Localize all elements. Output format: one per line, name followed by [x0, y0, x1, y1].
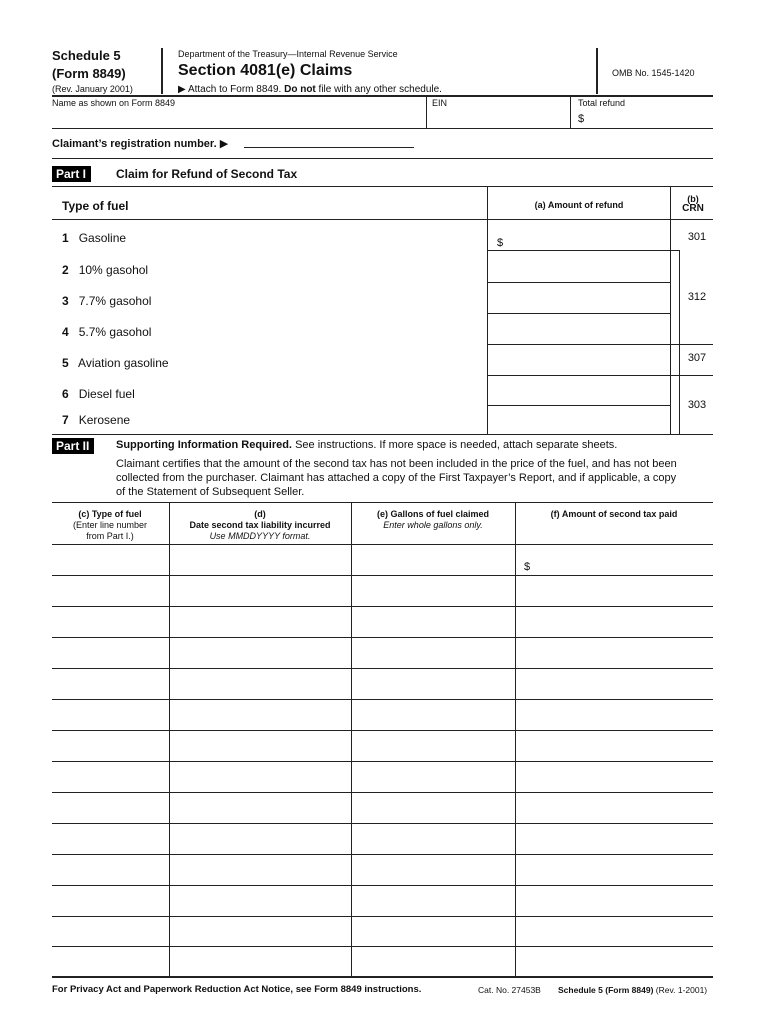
total-refund-field[interactable]: [588, 110, 712, 126]
part1-title: Claim for Refund of Second Tax: [116, 167, 298, 181]
line-2: 2 10% gasohol: [62, 263, 149, 277]
part2-row-1-gallons[interactable]: [353, 546, 513, 574]
col-d-date: (d) Date second tax liability incurred Use MMDDYYYY format.: [189, 509, 331, 541]
form-title: Section 4081(e) Claims: [178, 62, 353, 79]
total-refund-label: Total refund: [578, 98, 626, 108]
crn-307: 307: [687, 352, 707, 364]
col-type-of-fuel: Type of fuel: [62, 199, 129, 213]
form-number: (Form 8849): [52, 66, 126, 81]
schedule-number: Schedule 5: [52, 48, 121, 63]
col-c-type-of-fuel: (c) Type of fuel (Enter line number from Part I.): [72, 509, 148, 541]
line-6-amount-field[interactable]: [490, 377, 668, 404]
line-2-amount-field[interactable]: [490, 252, 668, 281]
line-5: 5 Aviation gasoline: [62, 356, 169, 370]
attach-instruction: ▶ Attach to Form 8849. Do not file with any other schedule.: [178, 84, 442, 95]
name-field[interactable]: [52, 110, 424, 126]
part2-row-1-date[interactable]: [171, 546, 349, 574]
part2-row-1-amount[interactable]: [534, 546, 712, 574]
part2-certification: Claimant certifies that the amount of the second tax has not been included in the price of the fuel, and has not been collected from the purchaser. Claimant has attached a copy of the First Taxpayer’s Report, and if applicable, a copy of the Statement of Subsequent Seller.: [116, 458, 677, 498]
part2-title: Supporting Information Required. See instructions. If more space is needed, attach separate sheets.: [116, 439, 618, 451]
total-refund-dollar: $: [578, 113, 585, 125]
col-amount-of-refund: (a) Amount of refund: [534, 200, 624, 210]
crn-303: 303: [687, 399, 707, 411]
ein-field[interactable]: [432, 110, 568, 126]
crn-312: 312: [687, 291, 707, 303]
line-4-amount-field[interactable]: [490, 315, 668, 343]
line-6: 6 Diesel fuel: [62, 387, 135, 401]
registration-label: Claimant’s registration number. ▶: [52, 138, 229, 150]
line-1-amount-field[interactable]: [510, 226, 666, 250]
department-label: Department of the Treasury—Internal Revenue Service: [178, 49, 398, 59]
line-5-amount-field[interactable]: [490, 346, 668, 374]
footer-form-id: Schedule 5 (Form 8849) (Rev. 1-2001): [558, 985, 708, 995]
line-1-dollar: $: [497, 237, 504, 249]
line-3-amount-field[interactable]: [490, 284, 668, 312]
line-3: 3 7.7% gasohol: [62, 294, 152, 308]
col-e-gallons: (e) Gallons of fuel claimed Enter whole gallons only.: [376, 509, 490, 530]
line-4: 4 5.7% gasohol: [62, 325, 152, 339]
part1-tag: Part I: [52, 166, 91, 182]
part2-row-1-type[interactable]: [53, 546, 167, 574]
crn-301: 301: [687, 231, 707, 243]
col-crn: (b) CRN: [682, 194, 704, 214]
line-7-amount-field[interactable]: [490, 407, 668, 433]
part2-tag: Part II: [52, 438, 94, 454]
revision-date: (Rev. January 2001): [52, 84, 133, 94]
col-f-amount: (f) Amount of second tax paid: [550, 509, 678, 519]
catalog-number: Cat. No. 27453B: [478, 985, 541, 995]
registration-field[interactable]: [244, 147, 414, 148]
ein-label: EIN: [432, 98, 448, 108]
name-label: Name as shown on Form 8849: [52, 98, 176, 108]
privacy-notice: For Privacy Act and Paperwork Reduction Act Notice, see Form 8849 instructions.: [52, 984, 422, 995]
part2-dollar: $: [524, 561, 531, 573]
line-1: 1 Gasoline: [62, 231, 127, 245]
line-7: 7 Kerosene: [62, 413, 131, 427]
omb-number: OMB No. 1545-1420: [612, 68, 695, 78]
